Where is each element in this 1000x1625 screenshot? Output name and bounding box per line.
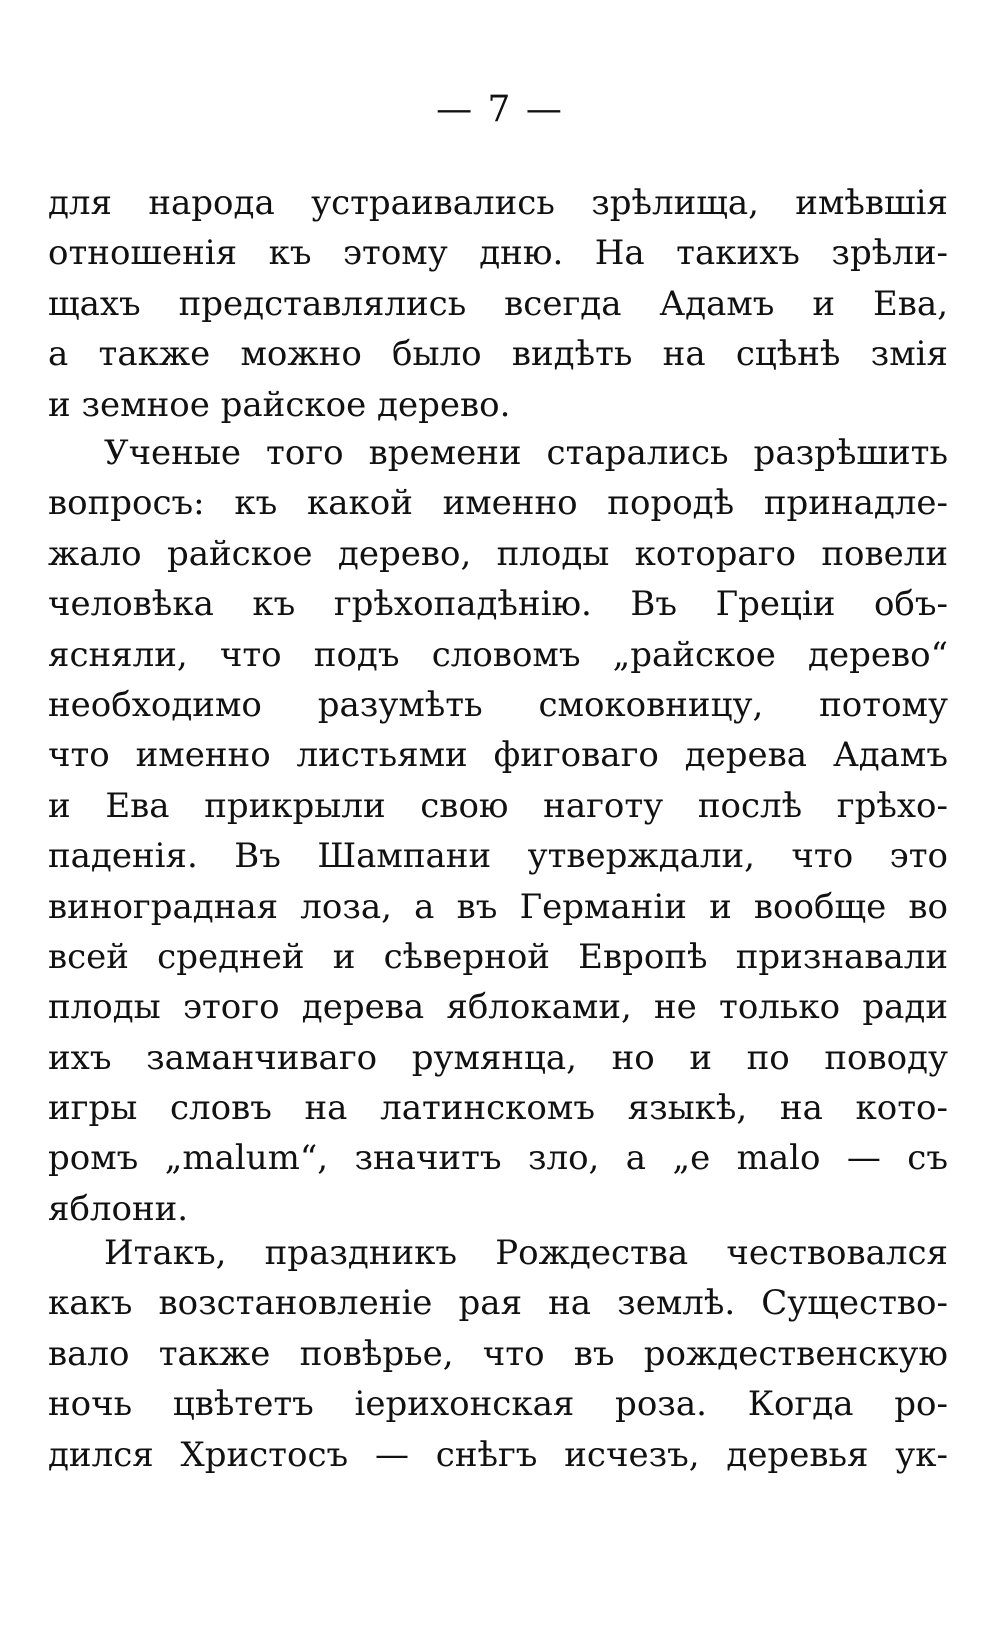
text-line: плоды этого дерева яблоками, не только ради xyxy=(48,987,948,1028)
text-line: ихъ заманчиваго румянца, но и по поводу xyxy=(48,1037,948,1078)
text-line: что именно листьями фиговаго дерева Адамъ xyxy=(48,735,948,776)
paragraph-2 xyxy=(48,428,948,1234)
text-line: виноградная лоза, а въ Германіи и вообще во xyxy=(48,886,948,927)
text-line: а также можно было видѣть на сцѣнѣ змія xyxy=(48,334,948,375)
paragraph-3 xyxy=(48,1228,948,1480)
text-line: вопросъ: къ какой именно породѣ принадле- xyxy=(48,483,948,524)
text-line: игры словъ на латинскомъ языкѣ, на кото- xyxy=(48,1088,948,1129)
text-line: ночь цвѣтетъ іерихонская роза. Когда ро- xyxy=(48,1384,948,1425)
text-line: паденія. Въ Шампани утверждали, что это xyxy=(48,836,948,877)
page-number: — 7 — xyxy=(436,89,564,130)
text-line: ромъ „malum“, значитъ зло, а „e malo — съ xyxy=(48,1138,948,1179)
text-line: яблони. xyxy=(48,1188,189,1229)
text-line: и земное райское дерево. xyxy=(48,384,511,425)
text-line: необходимо разумѣть смоковницу, потому xyxy=(48,684,948,725)
text-line: человѣка къ грѣхопадѣнію. Въ Греціи объ- xyxy=(48,584,948,625)
text-line: для народа устраивались зрѣлища, имѣвшія xyxy=(48,183,948,223)
text-line: дился Христосъ — снѣгъ исчезъ, деревья ук- xyxy=(48,1434,948,1475)
text-line: какъ возстановленіе рая на землѣ. Существо- xyxy=(48,1283,948,1324)
text-line: Ученые того времени старались разрѣшить xyxy=(104,433,948,473)
paragraph-1 xyxy=(48,178,948,430)
text-line: и Ева прикрыли свою наготу послѣ грѣхо- xyxy=(48,785,948,826)
text-line: Итакъ, праздникъ Рождества чествовался xyxy=(104,1233,948,1273)
text-line: отношенія къ этому дню. На такихъ зрѣли- xyxy=(48,233,948,274)
text-line: вало также повѣрье, что въ рождественскую xyxy=(48,1333,948,1374)
text-line: жало райское дерево, плоды котораго повели xyxy=(48,533,948,574)
text-line: ясняли, что подъ словомъ „райское дерево“ xyxy=(48,634,948,675)
text-line: всей средней и сѣверной Европѣ признавали xyxy=(48,936,948,977)
text-line: щахъ представлялись всегда Адамъ и Ева, xyxy=(48,283,948,324)
